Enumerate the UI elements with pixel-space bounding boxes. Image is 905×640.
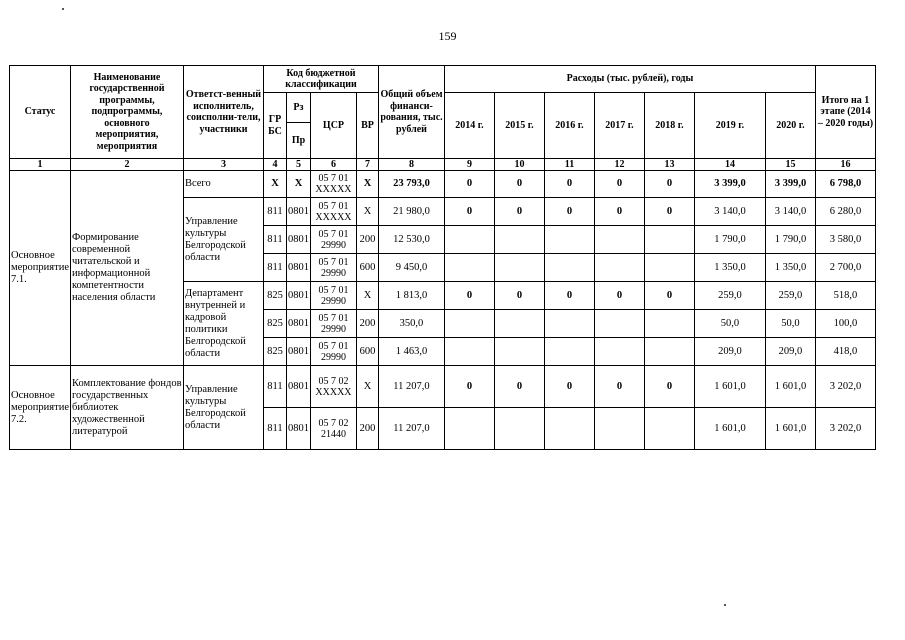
year-value-cell: 0 — [594, 198, 644, 226]
year-value-cell: 0 — [544, 282, 594, 310]
executor-cell: Департамент внутренней и кадровой политики Белгородской области — [183, 282, 263, 366]
header-executor: Ответст-венный исполнитель, соисполни-тели, участники — [183, 66, 263, 159]
total-cell: 350,0 — [378, 310, 444, 338]
year-value-cell: 1 601,0 — [765, 366, 815, 408]
year-value-cell — [444, 338, 494, 366]
rzpr-cell: 0801 — [286, 338, 310, 366]
csr-cell: 05 7 02 ХХХХХ — [310, 366, 356, 408]
year-value-cell: 3 399,0 — [694, 171, 765, 198]
executor-cell: Управление культуры Белгородской области — [183, 366, 263, 450]
rzpr-cell: Х — [286, 171, 310, 198]
year-value-cell: 0 — [444, 198, 494, 226]
total-cell: 21 980,0 — [378, 198, 444, 226]
executor-cell: Управление культуры Белгородской области — [183, 198, 263, 282]
year-value-cell: 0 — [594, 282, 644, 310]
year-value-cell — [594, 226, 644, 254]
year-value-cell: 0 — [444, 171, 494, 198]
year-value-cell: 1 601,0 — [694, 408, 765, 450]
year-value-cell: 0 — [494, 198, 544, 226]
rzpr-cell: 0801 — [286, 408, 310, 450]
rzpr-cell: 0801 — [286, 282, 310, 310]
header-budget-code: Код бюджетной классификации — [263, 66, 378, 93]
header-program-name: Наименование государственной программы, подпрограммы, основного мероприятия, мероприятия — [70, 66, 183, 159]
vr-cell: Х — [356, 171, 378, 198]
table-row — [10, 366, 876, 408]
year-value-cell — [494, 310, 544, 338]
year-value-cell — [444, 408, 494, 450]
total-cell: 1 463,0 — [378, 338, 444, 366]
year-value-cell: 0 — [644, 282, 694, 310]
year-value-cell: 1 350,0 — [765, 254, 815, 282]
grbs-cell: 811 — [263, 226, 286, 254]
year-value-cell: 209,0 — [765, 338, 815, 366]
vr-cell: 600 — [356, 254, 378, 282]
year-value-cell — [544, 408, 594, 450]
year-value-cell: 3 399,0 — [765, 171, 815, 198]
rzpr-cell: 0801 — [286, 226, 310, 254]
total-cell: 1 813,0 — [378, 282, 444, 310]
header-expenses: Расходы (тыс. рублей), годы — [444, 66, 815, 93]
year-value-cell: 1 350,0 — [694, 254, 765, 282]
budget-table-wrapper — [9, 65, 876, 450]
scan-speck — [724, 604, 726, 606]
stage-total-cell: 2 700,0 — [815, 254, 875, 282]
year-value-cell — [644, 254, 694, 282]
csr-cell: 05 7 01 29990 — [310, 338, 356, 366]
year-value-cell: 3 140,0 — [765, 198, 815, 226]
csr-cell: 05 7 01 29990 — [310, 282, 356, 310]
header-status: Статус — [10, 66, 71, 159]
year-value-cell — [644, 408, 694, 450]
program-name-cell: Формирование современной читательской и информационной компетентности населения области — [70, 171, 183, 366]
grbs-cell: 825 — [263, 282, 286, 310]
total-cell: 23 793,0 — [378, 171, 444, 198]
csr-cell: 05 7 01 29990 — [310, 226, 356, 254]
grbs-cell: 811 — [263, 198, 286, 226]
year-value-cell — [644, 310, 694, 338]
year-value-cell — [544, 338, 594, 366]
header-year: 2014 г. — [444, 93, 494, 159]
vr-cell: 600 — [356, 338, 378, 366]
total-cell: 11 207,0 — [378, 366, 444, 408]
year-value-cell: 259,0 — [694, 282, 765, 310]
year-value-cell — [494, 408, 544, 450]
column-number: 5 — [286, 159, 310, 171]
stage-total-cell: 3 202,0 — [815, 366, 875, 408]
rzpr-cell: 0801 — [286, 198, 310, 226]
year-value-cell: 0 — [494, 366, 544, 408]
year-value-cell — [594, 254, 644, 282]
year-value-cell: 50,0 — [765, 310, 815, 338]
year-value-cell — [644, 338, 694, 366]
grbs-cell: 825 — [263, 338, 286, 366]
rzpr-cell: 0801 — [286, 366, 310, 408]
column-number: 16 — [815, 159, 875, 171]
stage-total-cell: 6 280,0 — [815, 198, 875, 226]
csr-cell: 05 7 02 21440 — [310, 408, 356, 450]
year-value-cell — [494, 254, 544, 282]
year-value-cell — [594, 310, 644, 338]
column-number: 9 — [444, 159, 494, 171]
year-value-cell: 0 — [644, 366, 694, 408]
header-grbs: ГР БС — [263, 93, 286, 159]
stage-total-cell: 6 798,0 — [815, 171, 875, 198]
year-value-cell — [444, 254, 494, 282]
stage-total-cell: 3 580,0 — [815, 226, 875, 254]
stage-total-cell: 100,0 — [815, 310, 875, 338]
year-value-cell: 1 790,0 — [694, 226, 765, 254]
grbs-cell: 811 — [263, 254, 286, 282]
year-value-cell: 0 — [444, 366, 494, 408]
header-stage-total: Итого на 1 этапе (2014 – 2020 годы) — [815, 66, 875, 159]
header-year: 2017 г. — [594, 93, 644, 159]
year-value-cell: 0 — [444, 282, 494, 310]
year-value-cell: 0 — [544, 366, 594, 408]
column-number: 3 — [183, 159, 263, 171]
budget-table — [9, 65, 876, 450]
year-value-cell — [444, 310, 494, 338]
header-csr: ЦСР — [310, 93, 356, 159]
grbs-cell: 825 — [263, 310, 286, 338]
total-cell: 12 530,0 — [378, 226, 444, 254]
year-value-cell — [494, 226, 544, 254]
column-number: 8 — [378, 159, 444, 171]
executor-cell: Всего — [183, 171, 263, 198]
column-number: 15 — [765, 159, 815, 171]
year-value-cell: 0 — [644, 171, 694, 198]
column-number: 6 — [310, 159, 356, 171]
program-name-cell: Комплектование фондов государственных библиотек художественной литературой — [70, 366, 183, 450]
total-cell: 9 450,0 — [378, 254, 444, 282]
year-value-cell: 0 — [494, 171, 544, 198]
header-year: 2020 г. — [765, 93, 815, 159]
year-value-cell: 3 140,0 — [694, 198, 765, 226]
year-value-cell — [494, 338, 544, 366]
grbs-cell: Х — [263, 171, 286, 198]
year-value-cell — [544, 226, 594, 254]
csr-cell: 05 7 01 29990 — [310, 254, 356, 282]
year-value-cell: 1 601,0 — [765, 408, 815, 450]
header-year: 2019 г. — [694, 93, 765, 159]
stage-total-cell: 3 202,0 — [815, 408, 875, 450]
stage-total-cell: 518,0 — [815, 282, 875, 310]
header-rz: Рз — [286, 93, 310, 123]
year-value-cell — [444, 226, 494, 254]
column-number: 11 — [544, 159, 594, 171]
vr-cell: 200 — [356, 408, 378, 450]
column-number: 13 — [644, 159, 694, 171]
header-total-volume: Общий объем финанси-рования, тыс. рублей — [378, 66, 444, 159]
grbs-cell: 811 — [263, 366, 286, 408]
header-year: 2016 г. — [544, 93, 594, 159]
rzpr-cell: 0801 — [286, 310, 310, 338]
year-value-cell: 0 — [644, 198, 694, 226]
year-value-cell: 0 — [544, 198, 594, 226]
year-value-cell: 0 — [544, 171, 594, 198]
grbs-cell: 811 — [263, 408, 286, 450]
column-number: 4 — [263, 159, 286, 171]
vr-cell: 200 — [356, 310, 378, 338]
stage-total-cell: 418,0 — [815, 338, 875, 366]
csr-cell: 05 7 01 29990 — [310, 310, 356, 338]
year-value-cell: 209,0 — [694, 338, 765, 366]
column-number: 2 — [70, 159, 183, 171]
year-value-cell — [544, 310, 594, 338]
csr-cell: 05 7 01 ХХХХХ — [310, 198, 356, 226]
year-value-cell: 259,0 — [765, 282, 815, 310]
year-value-cell — [544, 254, 594, 282]
table-body — [10, 171, 876, 450]
year-value-cell: 50,0 — [694, 310, 765, 338]
scan-speck — [62, 8, 64, 10]
status-cell: Основное мероприятие 7.2. — [10, 366, 71, 450]
year-value-cell — [594, 408, 644, 450]
column-number: 7 — [356, 159, 378, 171]
total-cell: 11 207,0 — [378, 408, 444, 450]
year-value-cell: 0 — [594, 366, 644, 408]
rzpr-cell: 0801 — [286, 254, 310, 282]
column-number: 12 — [594, 159, 644, 171]
table-row — [10, 171, 876, 198]
year-value-cell: 0 — [594, 171, 644, 198]
vr-cell: 200 — [356, 226, 378, 254]
header-vr: ВР — [356, 93, 378, 159]
csr-cell: 05 7 01 ХХХХХ — [310, 171, 356, 198]
header-year: 2018 г. — [644, 93, 694, 159]
vr-cell: Х — [356, 366, 378, 408]
page-number: 159 — [438, 29, 457, 43]
header-year: 2015 г. — [494, 93, 544, 159]
year-value-cell — [594, 338, 644, 366]
status-cell: Основное мероприятие 7.1. — [10, 171, 71, 366]
header-pr: Пр — [286, 123, 310, 159]
year-value-cell: 1 790,0 — [765, 226, 815, 254]
column-number: 10 — [494, 159, 544, 171]
year-value-cell: 0 — [494, 282, 544, 310]
year-value-cell — [644, 226, 694, 254]
year-value-cell: 1 601,0 — [694, 366, 765, 408]
column-number: 14 — [694, 159, 765, 171]
vr-cell: Х — [356, 198, 378, 226]
vr-cell: Х — [356, 282, 378, 310]
column-number: 1 — [10, 159, 71, 171]
